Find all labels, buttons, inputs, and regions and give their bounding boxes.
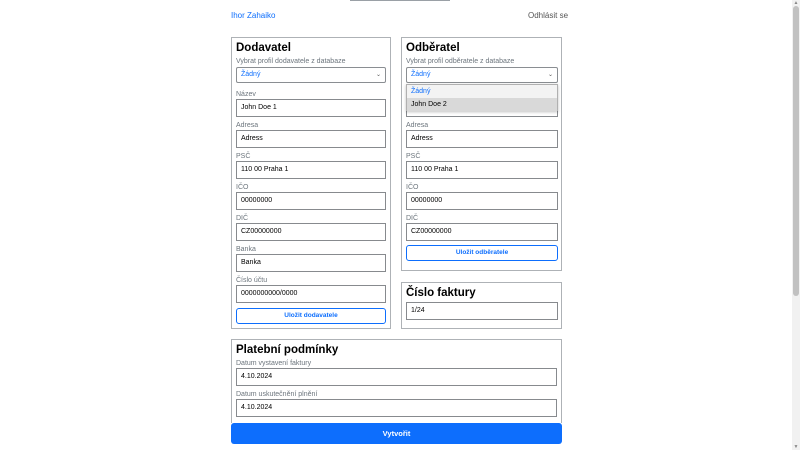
supplier-name-label: Název [236,91,256,98]
supplier-zip-label: PSČ [236,153,251,160]
customer-address-label: Adresa [406,122,429,129]
supplier-account-label: Číslo účtu [236,277,268,284]
dropdown-option-john-doe-2[interactable]: John Doe 2 [407,98,557,111]
scroll-down-icon[interactable]: ▼ [793,444,799,450]
customer-zip-field[interactable]: 110 00 Praha 1 [406,161,558,179]
create-button[interactable]: Vytvořit [231,423,562,444]
supplier-address-label: Adresa [236,122,259,129]
save-supplier-button[interactable]: Uložit dodavatele [236,308,386,324]
customer-profile-selected: Žádný [411,71,431,78]
chevron-down-icon: ⌄ [375,72,381,78]
supplier-dic-label: DIČ [236,215,249,222]
payment-terms-card [231,339,562,423]
issue-date-field[interactable]: 4.10.2024 [236,368,557,386]
supplier-profile-select[interactable] [236,67,386,83]
customer-profile-select[interactable] [406,67,558,83]
top-divider [350,0,450,1]
supplier-name-field[interactable]: John Doe 1 [236,99,386,117]
supplier-bank-field[interactable]: Banka [236,254,386,272]
fulfillment-date-label: Datum uskutečnění plnění [236,391,318,398]
logout-link[interactable]: Odhlásit se [528,11,569,20]
invoice-number-field[interactable]: 1/24 [406,302,558,320]
customer-address-field[interactable]: Adress [406,130,558,148]
supplier-zip-field[interactable]: 110 00 Praha 1 [236,161,386,179]
customer-card [401,37,562,271]
supplier-address-field[interactable]: Adress [236,130,386,148]
supplier-profile-selected: Žádný [241,71,261,78]
supplier-account-field[interactable]: 0000000000/0000 [236,285,386,303]
supplier-dic-field[interactable]: CZ00000000 [236,223,386,241]
supplier-profile-label: Vybrat profil dodavatele z databaze [236,58,346,65]
customer-ico-field[interactable]: 00000000 [406,192,558,210]
supplier-bank-label: Banka [236,246,256,253]
invoice-number-title: Číslo faktury [406,287,476,299]
customer-title: Odběratel [406,42,460,54]
customer-ico-label: IČO [406,184,419,191]
supplier-ico-field[interactable]: 00000000 [236,192,386,210]
supplier-title: Dodavatel [236,42,291,54]
page-scrollbar[interactable] [792,0,800,450]
invoice-number-card [401,282,562,329]
payment-terms-title: Platební podmínky [236,344,339,356]
customer-dic-field[interactable]: CZ00000000 [406,223,558,241]
fulfillment-date-field[interactable]: 4.10.2024 [236,399,557,417]
customer-profile-label: Vybrat profil odběratele z databaze [406,58,515,65]
chevron-down-icon: ⌄ [547,72,553,78]
user-name-link[interactable]: Ihor Zahaiko [231,11,276,20]
scroll-up-icon[interactable]: ▲ [793,0,799,6]
customer-dic-label: DIČ [406,215,419,222]
scrollbar-thumb[interactable] [793,6,799,296]
customer-profile-dropdown [406,84,558,111]
customer-zip-label: PSČ [406,153,421,160]
save-customer-button[interactable]: Uložit odběratele [406,245,558,261]
dropdown-option-none[interactable]: Žádný [411,88,431,95]
supplier-ico-label: IČO [236,184,249,191]
supplier-card [231,37,391,329]
issue-date-label: Datum vystavení faktury [236,360,312,367]
